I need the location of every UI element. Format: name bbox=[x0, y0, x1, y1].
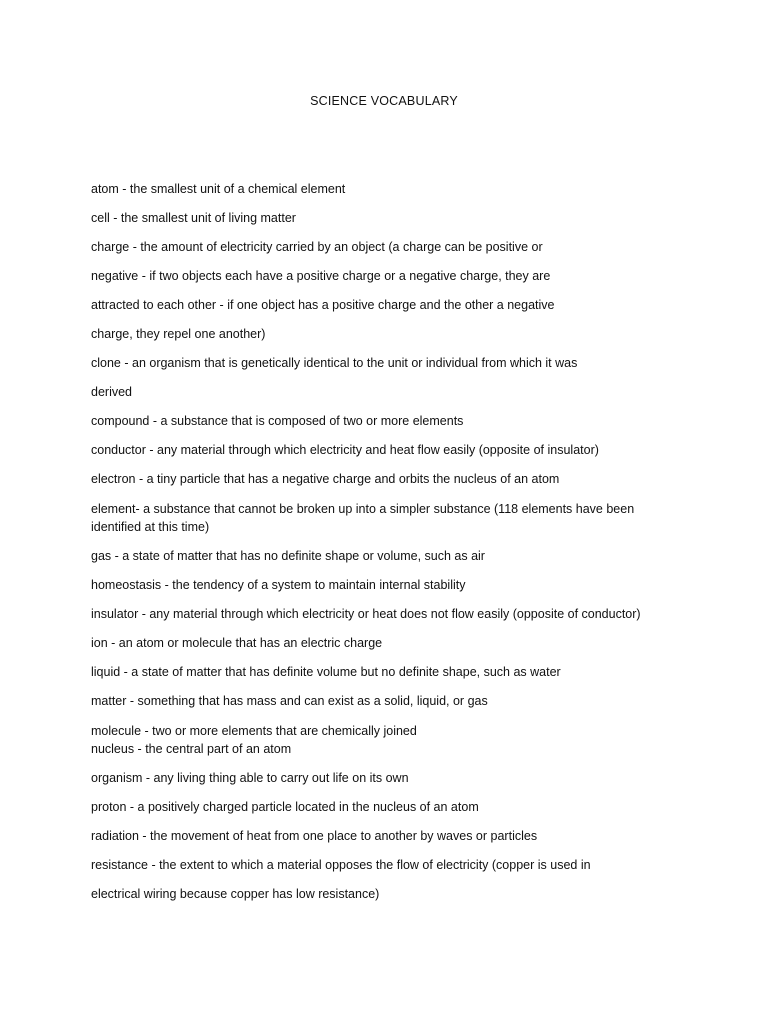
vocab-line: resistance - the extent to which a material opposes the flow of electricity (copper is used in bbox=[91, 858, 591, 872]
vocab-line: compound - a substance that is composed of two or more elements bbox=[91, 414, 464, 428]
vocab-line: element- a substance that cannot be broken up into a simpler substance (118 elements have been bbox=[91, 502, 635, 516]
vocab-line: proton - a positively charged particle located in the nucleus of an atom bbox=[91, 800, 479, 814]
document-title: SCIENCE VOCABULARY bbox=[310, 94, 458, 108]
vocab-line: electron - a tiny particle that has a negative charge and orbits the nucleus of an atom bbox=[91, 472, 560, 486]
vocab-line: identified at this time) bbox=[91, 520, 210, 534]
vocab-line: conductor - any material through which electricity and heat flow easily (opposite of insulator) bbox=[91, 443, 599, 457]
vocab-line: attracted to each other - if one object has a positive charge and the other a negative bbox=[91, 298, 555, 312]
vocab-line: organism - any living thing able to carry out life on its own bbox=[91, 771, 409, 785]
vocab-line: charge - the amount of electricity carried by an object (a charge can be positive or bbox=[91, 240, 543, 254]
vocab-line: charge, they repel one another) bbox=[91, 327, 266, 341]
vocab-line: gas - a state of matter that has no definite shape or volume, such as air bbox=[91, 549, 485, 563]
vocab-line: radiation - the movement of heat from one place to another by waves or particles bbox=[91, 829, 538, 843]
vocab-line: insulator - any material through which electricity or heat does not flow easily (opposite of conductor) bbox=[91, 607, 641, 621]
vocab-line: clone - an organism that is genetically identical to the unit or individual from which it was bbox=[91, 356, 578, 370]
vocab-line: derived bbox=[91, 385, 132, 399]
vocab-line: cell - the smallest unit of living matter bbox=[91, 211, 296, 225]
vocab-line: ion - an atom or molecule that has an electric charge bbox=[91, 636, 383, 650]
vocab-line: nucleus - the central part of an atom bbox=[91, 742, 292, 756]
vocab-line: molecule - two or more elements that are chemically joined bbox=[91, 724, 417, 738]
vocab-line: electrical wiring because copper has low resistance) bbox=[91, 887, 380, 901]
vocab-line: negative - if two objects each have a positive charge or a negative charge, they are bbox=[91, 269, 551, 283]
vocab-line: matter - something that has mass and can exist as a solid, liquid, or gas bbox=[91, 694, 488, 708]
vocab-line: liquid - a state of matter that has definite volume but no definite shape, such as water bbox=[91, 665, 561, 679]
vocab-line: atom - the smallest unit of a chemical element bbox=[91, 182, 346, 196]
vocab-line: homeostasis - the tendency of a system to maintain internal stability bbox=[91, 578, 466, 592]
